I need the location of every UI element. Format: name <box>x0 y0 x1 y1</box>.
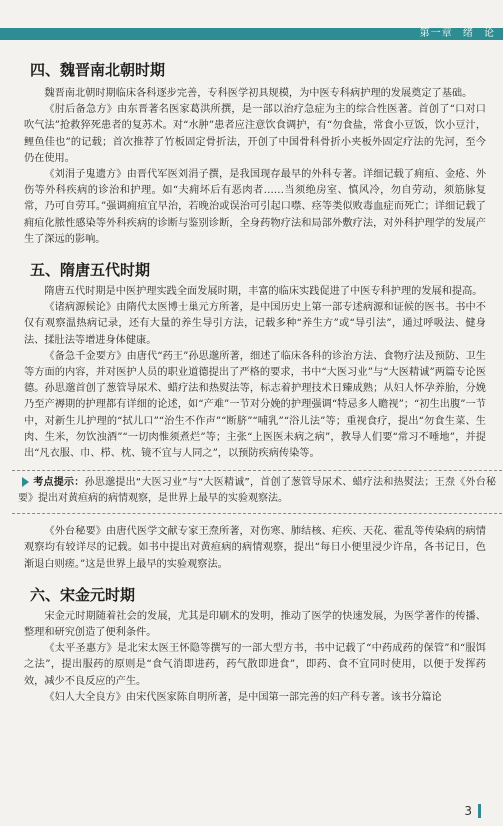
triangle-bullet-icon <box>22 477 29 487</box>
exam-tip-body: 孙思邈提出“大医习业”与“大医精诚”，首创了葱管导尿术、蜡疗法和热熨法；王焘《外台秘要》提出对黄疸病的病情观察，是世界上最早的实验观察法。 <box>18 477 497 505</box>
paragraph: 《外台秘要》由唐代医学文献专家王焘所著，对伤寒、肺结核、疟疾、天花、霍乱等传染病的病情观察均有较详尽的记载。如书中提出对黄疸病的病情观察，提出“每日小便里浸少许帛，各书记日，色渐退白则瘥。”这是世界上最早的实验观察法。 <box>24 526 486 570</box>
exam-tip-text <box>18 475 496 507</box>
chapter-title-char2: 论 <box>484 28 495 39</box>
paragraph: 宋金元时期随着社会的发展，尤其是印刷术的发明，推动了医学的快速发展，为医学著作的传播、整理和研究创造了便利条件。 <box>24 610 486 639</box>
chapter-number: 第一章 <box>419 28 453 39</box>
paragraph: 《妇人大全良方》由宋代医家陈自明所著，是中国第一部完善的妇产科专著。该书分篇论 <box>44 691 442 703</box>
exam-tip-box <box>12 470 502 514</box>
paragraph: 魏晋南北朝时期临床各科逐步完善，专科医学初具规模，为中医专科病护理的发展奠定了基础。 <box>44 88 473 99</box>
paragraph: 《肘后备急方》由东晋著名医家葛洪所撰，是一部以治疗急症为主的综合性医著。首创了“口对口吹气法”抢救猝死患者的复苏术。对“水肿”患者应注意饮食调护，有“勿食盐，常食小豆饭，饮小豆汁，鲤鱼佳也”的记载；首次推荐了竹板固定骨折法，开创了中国骨科骨折小夹板外固定疗法的先河，至今仍在使用。 <box>24 104 486 164</box>
paragraph: 《诸病源候论》由隋代太医博士巢元方所著，是中国历史上第一部专述病源和证候的医书。书中不仅有观察温热病记录，还有大量的养生导引方法，记载多种“养生方”或“导引法”，通过呼吸法、健身法、揉肚法等增进身体健康。 <box>24 302 486 346</box>
section-heading-4: 四、魏晋南北朝时期 <box>30 61 166 79</box>
chapter-title-char1: 绪 <box>462 28 474 39</box>
section-heading-6: 六、宋金元时期 <box>30 585 136 604</box>
paragraph: 《备急千金要方》由唐代“药王”孙思邈所著，细述了临床各科的诊治方法、食物疗法及预防、卫生等方面的内容，并对医护人员的职业道德提出了严格的要求，书中“大医习业”与“大医精诚”两篇专论医德。孙思邈首创了葱管导尿术、蜡疗法和热熨法等，标志着护理技术日臻成熟；从妇人怀孕养胎，分娩乃至产褥期的护理都有详细的论述，如“产难”一节对分娩的护理强调“特忌多人瞻视”；“初生出腹”一节中，对新生儿护理的“拭儿口”“治生不作声”“断脐”“哺乳”“浴儿法”等；重视食疗，提出“勿食生菜、生肉、生米，勿饮浊酒”“一切肉惟须煮烂”等；主张“上医医未病之病”，教导人们要“常习不唾地”，并提出“凡衣服、巾、栉、枕、镜不宜与人同之”，以预防疾病传染等。 <box>24 350 486 460</box>
paragraph: 隋唐五代时期是中医护理实践全面发展时期，丰富的临床实践促进了中医专科护理的发展和提高。 <box>44 286 483 298</box>
paragraph: 《刘涓子鬼遗方》由晋代军医刘涓子撰，是我国现存最早的外科专著。详细记载了痈疽、金疮、外伤等外科疾病的诊治和护理。如“夫痈坏后有恶肉者……当须绝房室、慎风冷，勿自劳动，须筋脉复常，乃可自劳耳。”强调痈疽宜早治，若晚治或误治可引起口噤、痉等类似败毒血症而死亡；详细记载了痈疽化脓性感染等外科疾病的诊断与鉴别诊断，全身药物疗法和局部外敷疗法，对外科护理学的发展产生了深远的影响。 <box>24 169 486 245</box>
footer-accent-bar <box>478 804 481 818</box>
paragraph: 《太平圣惠方》是北宋太医王怀隐等撰写的一部大型方书，书中记载了“中药成药的保管”和“服饵之法”，提出服药的原则是“食气消即进药，药气散即进食”，即药、食不宜同时使用，以便于发挥药效，减少不良反应的产生。 <box>24 643 486 687</box>
page-number: 3 <box>464 803 472 818</box>
page-content <box>18 52 497 706</box>
section-heading-5: 五、隋唐五代时期 <box>30 261 151 280</box>
chapter-header-label <box>414 27 495 41</box>
chapter-header-bar <box>0 28 503 40</box>
page-footer <box>464 804 481 819</box>
exam-tip-label: 考点提示： <box>33 477 85 489</box>
